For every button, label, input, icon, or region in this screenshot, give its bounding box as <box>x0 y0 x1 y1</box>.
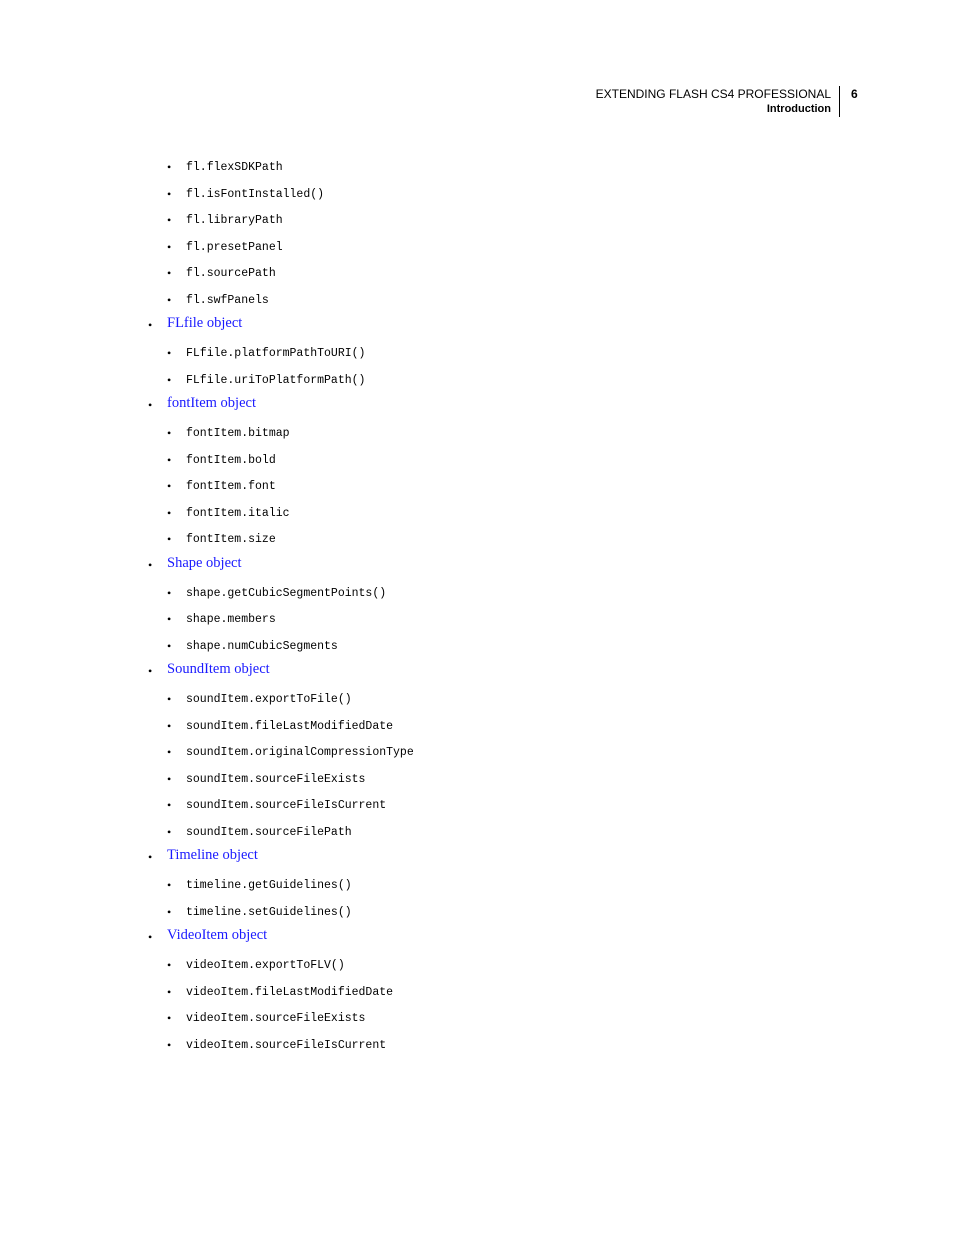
bullet: • <box>167 585 172 600</box>
bullet: • <box>167 958 172 972</box>
bullet: • <box>167 638 172 653</box>
member-list-item <box>0 790 954 817</box>
api-list <box>0 152 954 1056</box>
member-name: videoItem.exportToFLV() <box>186 959 345 972</box>
member-name: fl.swfPanels <box>186 293 269 307</box>
page-header <box>596 86 840 117</box>
object-link[interactable]: VideoItem object <box>167 927 268 943</box>
member-name: fl.presetPanel <box>186 240 283 254</box>
bullet: • <box>167 692 172 706</box>
member-name: fontItem.italic <box>186 506 290 520</box>
object-link[interactable]: SoundItem object <box>167 661 270 677</box>
member-list-item <box>0 684 954 711</box>
bullet: • <box>167 532 172 546</box>
bullet: • <box>167 904 172 919</box>
member-list-item <box>0 817 954 844</box>
bullet: • <box>167 984 172 999</box>
member-list-item <box>0 524 954 551</box>
bullet: • <box>167 479 172 493</box>
bullet: • <box>167 798 172 812</box>
member-list-item <box>0 1003 954 1030</box>
member-list-item <box>0 737 954 764</box>
bullet: • <box>167 186 172 201</box>
object-list-item <box>0 551 954 578</box>
member-list-item <box>0 631 954 658</box>
member-name: soundItem.originalCompressionType <box>186 746 414 759</box>
member-list-item <box>0 445 954 472</box>
page-number: 6 <box>851 87 858 101</box>
bullet: • <box>167 1037 172 1052</box>
object-list-item <box>0 923 954 950</box>
member-name: soundItem.exportToFile() <box>186 693 352 706</box>
member-name: FLfile.platformPathToURI() <box>186 347 366 360</box>
member-list-item <box>0 1030 954 1057</box>
bullet: • <box>167 160 172 174</box>
bullet: • <box>167 745 172 759</box>
object-list-item <box>0 391 954 418</box>
member-name: fl.sourcePath <box>186 267 276 280</box>
bullet: • <box>148 664 153 678</box>
object-link[interactable]: Shape object <box>167 554 242 571</box>
member-list-item <box>0 870 954 897</box>
bullet: • <box>167 771 172 786</box>
member-list-item <box>0 152 954 179</box>
member-list-item <box>0 578 954 605</box>
object-list-item <box>0 843 954 870</box>
bullet: • <box>167 1011 172 1025</box>
bullet: • <box>148 398 153 412</box>
bullet: • <box>167 426 172 440</box>
bullet: • <box>167 372 172 387</box>
bullet: • <box>167 213 172 227</box>
member-list-item <box>0 471 954 498</box>
member-name: fl.flexSDKPath <box>186 161 283 174</box>
member-name: videoItem.sourceFileExists <box>186 1012 366 1025</box>
member-list-item <box>0 232 954 259</box>
member-list-item <box>0 258 954 285</box>
bullet: • <box>167 266 172 280</box>
member-name: fontItem.size <box>186 533 276 546</box>
member-list-item <box>0 179 954 206</box>
bullet: • <box>167 452 172 467</box>
bullet: • <box>148 557 153 572</box>
member-name: timeline.getGuidelines() <box>186 879 352 892</box>
member-list-item <box>0 604 954 631</box>
bullet: • <box>167 239 172 254</box>
member-list-item <box>0 498 954 525</box>
member-name: soundItem.sourceFileExists <box>186 772 366 786</box>
object-list-item <box>0 657 954 684</box>
bullet: • <box>148 850 153 864</box>
member-name: shape.getCubicSegmentPoints() <box>186 586 387 600</box>
member-name: fontItem.bold <box>186 453 276 467</box>
header-section: Introduction <box>766 103 831 115</box>
member-name: FLfile.uriToPlatformPath() <box>186 373 366 387</box>
member-list-item <box>0 950 954 977</box>
member-name: shape.numCubicSegments <box>186 639 338 653</box>
member-name: fl.isFontInstalled() <box>186 187 325 201</box>
member-name: videoItem.fileLastModifiedDate <box>186 985 394 999</box>
member-list-item <box>0 365 954 392</box>
member-name: fontItem.font <box>186 480 276 493</box>
object-link[interactable]: Timeline object <box>167 847 258 863</box>
member-list-item <box>0 338 954 365</box>
member-list-item <box>0 764 954 791</box>
bullet: • <box>167 878 172 892</box>
member-list-item <box>0 205 954 232</box>
member-list-item <box>0 418 954 445</box>
member-name: timeline.setGuidelines() <box>186 905 352 919</box>
bullet: • <box>167 612 172 626</box>
header-title: EXTENDING FLASH CS4 PROFESSIONAL <box>595 87 831 101</box>
member-name: fontItem.bitmap <box>186 427 290 440</box>
bullet: • <box>167 718 172 733</box>
member-name: videoItem.sourceFileIsCurrent <box>186 1038 387 1052</box>
member-name: fl.libraryPath <box>186 214 283 227</box>
bullet: • <box>167 346 172 360</box>
object-list-item <box>0 311 954 338</box>
member-name: shape.members <box>186 613 276 626</box>
object-link[interactable]: fontItem object <box>167 395 256 411</box>
bullet: • <box>167 292 172 307</box>
bullet: • <box>167 824 172 839</box>
object-link[interactable]: FLfile object <box>167 315 243 331</box>
member-name: soundItem.fileLastModifiedDate <box>186 719 394 733</box>
member-name: soundItem.sourceFileIsCurrent <box>186 799 387 812</box>
member-list-item <box>0 897 954 924</box>
member-list-item <box>0 285 954 312</box>
member-name: soundItem.sourceFilePath <box>186 825 352 839</box>
bullet: • <box>148 930 153 944</box>
bullet: • <box>167 505 172 520</box>
member-list-item <box>0 977 954 1004</box>
bullet: • <box>148 318 153 332</box>
member-list-item <box>0 711 954 738</box>
